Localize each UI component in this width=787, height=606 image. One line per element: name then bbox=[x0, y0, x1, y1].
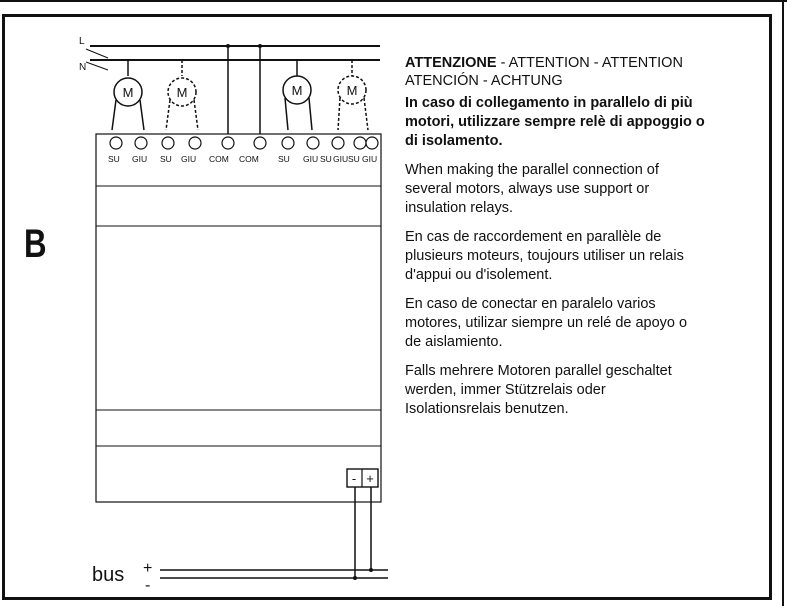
warning-spanish: En caso de conectar en paralelo varios motores, utilizar siempre un relé de apoyo o de aislamiento. bbox=[405, 296, 688, 350]
terminal-screw bbox=[254, 137, 266, 149]
neutral-line-label: N bbox=[79, 62, 87, 73]
warning-title-bold: ATTENZIONE bbox=[405, 55, 497, 71]
warning-title bbox=[405, 54, 705, 90]
terminal-label: GIU bbox=[303, 154, 319, 164]
terminal-label: SU bbox=[160, 154, 172, 164]
warning-german: Falls mehrere Motoren parallel geschaltet werden, immer Stützrelais oder Isolationsrelais benutzen. bbox=[405, 363, 672, 417]
motor-4 bbox=[338, 60, 368, 130]
bus-terminal-plus: + bbox=[366, 471, 374, 486]
terminal-label: SU bbox=[108, 154, 120, 164]
bus-label: bus bbox=[92, 564, 125, 586]
terminal-label: SU bbox=[320, 154, 332, 164]
terminal-label: SU bbox=[278, 154, 290, 164]
warning-french: En cas de raccordement en parallèle de plusieurs moteurs, toujours utiliser un relais d'appui ou d'isolement. bbox=[405, 229, 684, 283]
terminal-screw bbox=[162, 137, 174, 149]
motor-2-label: M bbox=[176, 85, 188, 100]
bus-minus-sign: - bbox=[145, 577, 151, 594]
terminal-screw bbox=[135, 137, 147, 149]
warning-title-rest: - ATTENTION - ATTENTION bbox=[496, 55, 683, 71]
l-lead bbox=[86, 49, 108, 58]
terminal-label: SU bbox=[348, 154, 360, 164]
terminal-screw bbox=[332, 137, 344, 149]
motor-1 bbox=[112, 60, 144, 130]
warning-text-column bbox=[405, 54, 705, 429]
motor-3 bbox=[283, 60, 312, 130]
motor-4-label: M bbox=[346, 83, 358, 98]
motor-2 bbox=[166, 60, 198, 130]
warning-english: When making the parallel connection of several motors, always use support or insulation relays. bbox=[405, 162, 659, 216]
terminal-screw bbox=[282, 137, 294, 149]
terminal-screw bbox=[307, 137, 319, 149]
n-lead bbox=[86, 62, 108, 70]
terminal-label: GIU bbox=[181, 154, 197, 164]
actuator-body bbox=[96, 134, 381, 502]
terminal-screw bbox=[366, 137, 378, 149]
bus-plus-sign: + bbox=[143, 560, 153, 577]
bus-terminal-minus: - bbox=[351, 471, 357, 486]
terminal-label: GIU bbox=[333, 154, 349, 164]
motor-1-label: M bbox=[122, 85, 134, 100]
warning-title-line2: ATENCIÓN - ACHTUNG bbox=[405, 73, 563, 89]
section-letter: B bbox=[24, 222, 46, 266]
terminal-screw bbox=[354, 137, 366, 149]
motor-3-label: M bbox=[291, 83, 303, 98]
terminal-label: COM bbox=[209, 154, 229, 164]
terminal-screw bbox=[110, 137, 122, 149]
warning-italian: In caso di collegamento in parallelo di più motori, utilizzare sempre relè di appoggio o di isolamento. bbox=[405, 95, 705, 149]
terminal-screw bbox=[189, 137, 201, 149]
live-line-label: L bbox=[79, 36, 85, 47]
terminal-label: GIU bbox=[362, 154, 378, 164]
terminal-label: GIU bbox=[132, 154, 148, 164]
terminal-screw bbox=[222, 137, 234, 149]
terminal-label: COM bbox=[239, 154, 259, 164]
